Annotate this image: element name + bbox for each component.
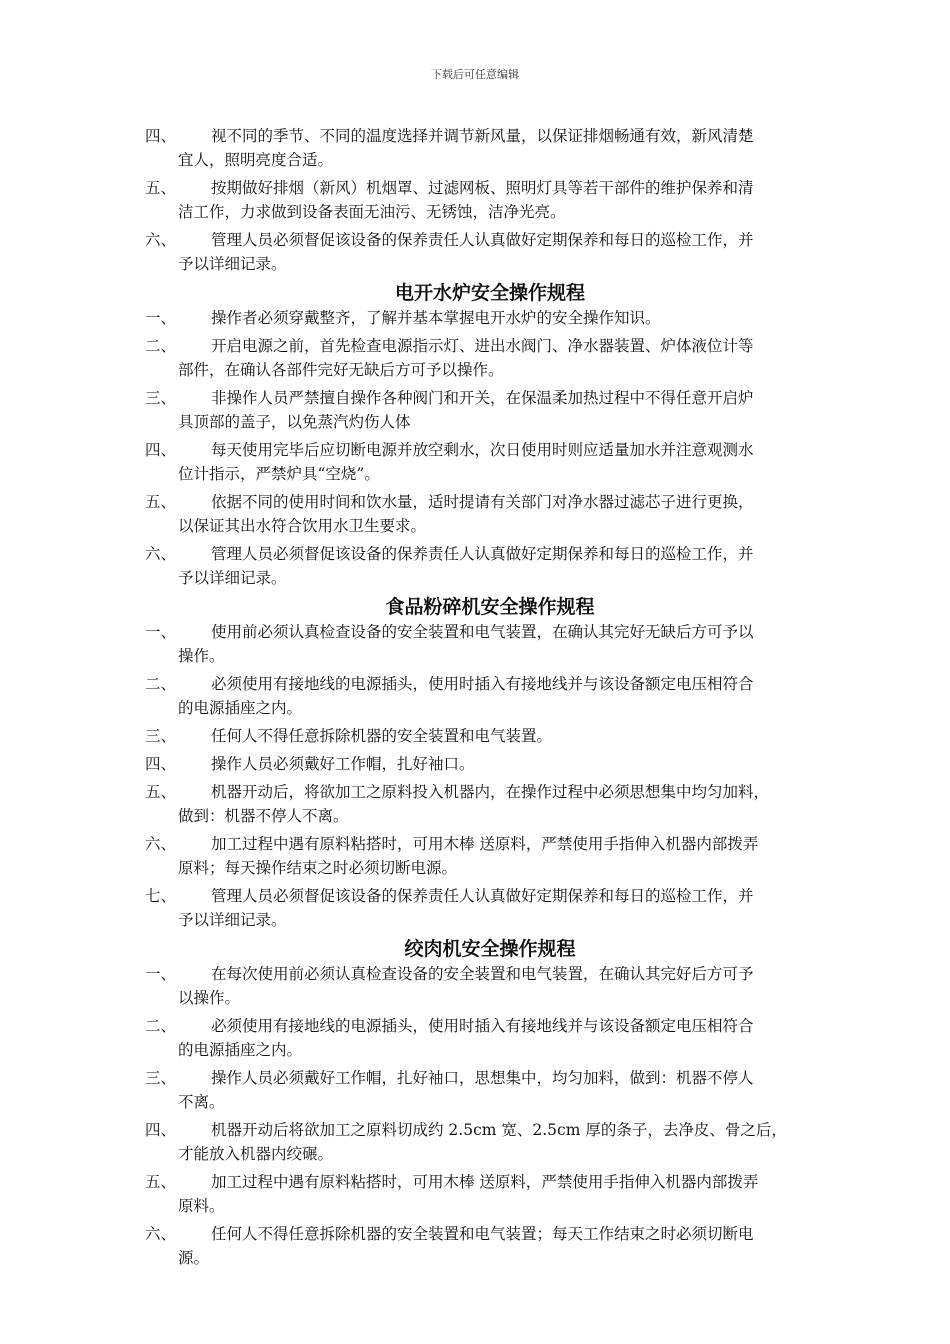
item-text-line1: 非操作人员严禁擅自操作各种阀门和开关，在保温柔加热过程中不得任意开启炉 [211, 389, 754, 407]
item-number: 二、 [145, 675, 177, 693]
section-title: 电开水炉安全操作规程 [394, 282, 585, 304]
item-text-line1: 机器开动后将欲加工之原料切成约 2.5cm 宽、2.5cm 厚的条子，去净皮、骨之后， [211, 1121, 787, 1139]
item-text-line1: 管理人员必须督促该设备的保养责任人认真做好定期保养和每日的巡检工作，并 [211, 545, 754, 563]
list-item [145, 228, 815, 276]
list-item [145, 884, 815, 932]
page-header: 下载后可任意编辑 [431, 68, 519, 81]
item-text-line1: 依据不同的使用时间和饮水量，适时提请有关部门对净水器过滤芯子进行更换， [211, 493, 754, 511]
item-text-line2: 部件，在确认各部件完好无缺后方可予以操作。 [178, 361, 504, 379]
item-text-line2: 原料。 [178, 1197, 225, 1215]
list-item [145, 832, 815, 880]
item-text-line2: 的电源插座之内。 [178, 699, 303, 717]
list-item [145, 334, 815, 382]
item-number: 六、 [145, 545, 177, 563]
item-number: 六、 [145, 1225, 177, 1243]
section-0 [145, 124, 815, 276]
list-item [145, 620, 815, 668]
item-text-line2: 位计指示，严禁炉具“空烧”。 [178, 465, 380, 483]
list-item [145, 752, 815, 776]
item-number: 六、 [145, 835, 177, 853]
item-text-line1: 机器开动后，将欲加工之原料投入机器内，在操作过程中必须思想集中均匀加料， [211, 783, 770, 801]
list-item [145, 306, 815, 330]
list-item [145, 438, 815, 486]
item-text-line2: 以保证其出水符合饮用水卫生要求。 [178, 517, 427, 535]
item-number: 一、 [145, 965, 177, 983]
item-text-line1: 每天使用完毕后应切断电源并放空剩水，次日使用时则应适量加水并注意观测水 [211, 441, 754, 459]
item-number: 四、 [145, 127, 177, 145]
item-text-line1: 使用前必须认真检查设备的安全装置和电气装置，在确认其完好无缺后方可予以 [211, 623, 754, 641]
item-number: 五、 [145, 493, 177, 511]
item-text-line1: 任何人不得任意拆除机器的安全装置和电气装置；每天工作结束之时必须切断电 [211, 1225, 754, 1243]
item-number: 四、 [145, 755, 177, 773]
item-text-line2: 操作。 [178, 647, 225, 665]
item-number: 六、 [145, 231, 177, 249]
section-title: 绞肉机安全操作规程 [404, 938, 576, 960]
item-text-line2: 宜人，照明亮度合适。 [178, 151, 334, 169]
item-text-line1: 任何人不得任意拆除机器的安全装置和电气装置。 [211, 727, 553, 745]
item-text-line1: 在每次使用前必须认真检查设备的安全装置和电气装置，在确认其完好后方可予 [211, 965, 754, 983]
item-number: 五、 [145, 783, 177, 801]
list-item [145, 672, 815, 720]
item-text-line1: 操作人员必须戴好工作帽，扎好袖口，思想集中，均匀加料，做到：机器不停人 [211, 1069, 754, 1087]
item-number: 一、 [145, 309, 177, 327]
list-item [145, 386, 815, 434]
item-text-line2: 才能放入机器内绞碾。 [178, 1145, 334, 1163]
item-text-line2: 做到：机器不停人不离。 [178, 807, 349, 825]
item-number: 四、 [145, 441, 177, 459]
item-number: 七、 [145, 887, 177, 905]
item-text-line2: 的电源插座之内。 [178, 1041, 303, 1059]
item-text-line2: 予以详细记录。 [178, 255, 287, 273]
item-number: 一、 [145, 623, 177, 641]
list-item [145, 176, 815, 224]
item-text-line1: 管理人员必须督促该设备的保养责任人认真做好定期保养和每日的巡检工作，并 [211, 231, 754, 249]
section-3 [145, 936, 815, 1270]
list-item [145, 724, 815, 748]
item-text-line1: 必须使用有接地线的电源插头，使用时插入有接地线并与该设备额定电压相符合 [211, 675, 754, 693]
item-text-line1: 操作人员必须戴好工作帽，扎好袖口。 [211, 755, 475, 773]
item-text-line2: 以操作。 [178, 989, 241, 1007]
list-item [145, 542, 815, 590]
item-text-line2: 予以详细记录。 [178, 911, 287, 929]
item-text-line1: 管理人员必须督促该设备的保养责任人认真做好定期保养和每日的巡检工作，并 [211, 887, 754, 905]
list-item [145, 490, 815, 538]
item-text-line2: 予以详细记录。 [178, 569, 287, 587]
item-text-line1: 必须使用有接地线的电源插头，使用时插入有接地线并与该设备额定电压相符合 [211, 1017, 754, 1035]
item-number: 五、 [145, 1173, 177, 1191]
item-number: 二、 [145, 1017, 177, 1035]
item-number: 五、 [145, 179, 177, 197]
list-item [145, 1170, 815, 1218]
list-item [145, 1014, 815, 1062]
section-2 [145, 594, 815, 932]
item-text-line1: 视不同的季节、不同的温度选择并调节新风量，以保证排烟畅通有效，新风清楚 [211, 127, 754, 145]
item-text-line1: 开启电源之前，首先检查电源指示灯、进出水阀门、净水器装置、炉体液位计等 [211, 337, 754, 355]
section-1 [145, 280, 815, 590]
item-text-line1: 操作者必须穿戴整齐，了解并基本掌握电开水炉的安全操作知识。 [211, 309, 661, 327]
document-body [145, 124, 815, 1274]
item-number: 二、 [145, 337, 177, 355]
list-item [145, 780, 815, 828]
item-number: 三、 [145, 389, 177, 407]
item-text-line2: 原料；每天操作结束之时必须切断电源。 [178, 859, 458, 877]
item-number: 三、 [145, 727, 177, 745]
item-text-line1: 按期做好排烟（新风）机烟罩、过滤网板、照明灯具等若干部件的维护保养和清 [211, 179, 754, 197]
item-text-line2: 具顶部的盖子，以免蒸汽灼伤人体 [178, 413, 411, 431]
item-text-line2: 洁工作，力求做到设备表面无油污、无锈蚀，洁净光亮。 [178, 203, 566, 221]
list-item [145, 1118, 815, 1166]
item-text-line1: 加工过程中遇有原料粘搭时，可用木棒 送原料，严禁使用手指伸入机器内部拨弄 [211, 835, 759, 853]
list-item [145, 124, 815, 172]
item-number: 三、 [145, 1069, 177, 1087]
item-text-line2: 源。 [178, 1249, 210, 1267]
section-title: 食品粉碎机安全操作规程 [385, 596, 595, 618]
item-text-line2: 不离。 [178, 1093, 225, 1111]
item-text-line1: 加工过程中遇有原料粘搭时，可用木棒 送原料，严禁使用手指伸入机器内部拨弄 [211, 1173, 759, 1191]
item-number: 四、 [145, 1121, 177, 1139]
list-item [145, 1066, 815, 1114]
list-item [145, 1222, 815, 1270]
list-item [145, 962, 815, 1010]
